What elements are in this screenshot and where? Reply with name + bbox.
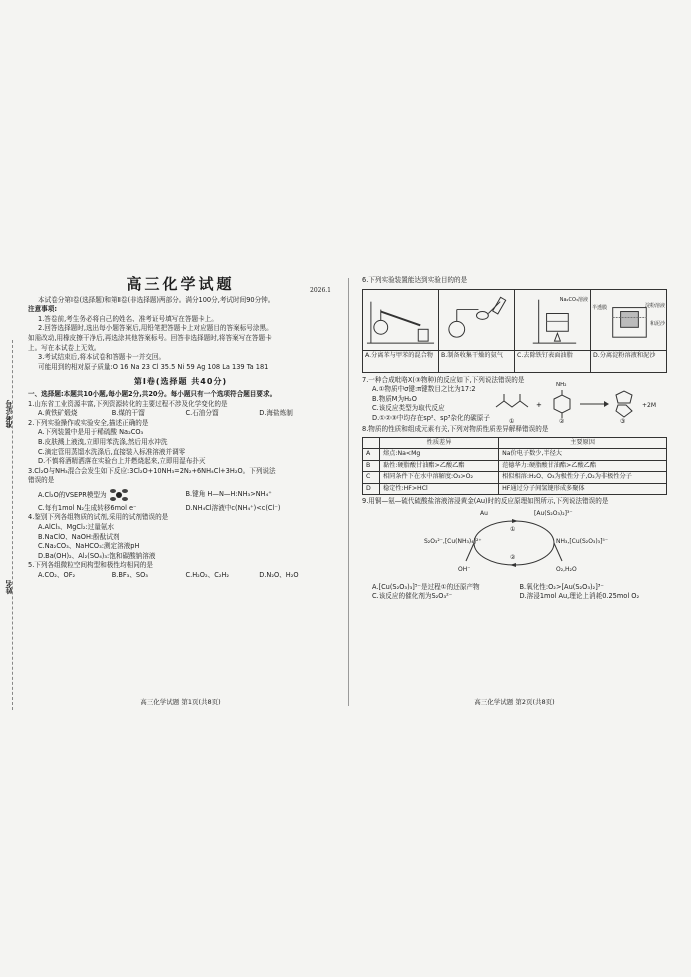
q5-option-c: C.H₂O₂、C₂H₂ [185,571,230,580]
distillation-apparatus-icon [363,290,438,352]
q9-node-au: Au [480,509,488,517]
table-header [363,437,380,449]
table-cell: B [363,460,380,472]
section-intro: 一、选择题:本题共10小题,每小题2分,共20分。每小题只有一个选项符合题目要求。 [28,389,277,398]
q7-label-2: ② [559,418,565,426]
q3-option-a [38,488,186,502]
q9-option-c: C.该反应的催化剂为S₂O₃²⁻ [372,592,453,601]
table-cell: 相同条件下在水中溶解度:O₃>O₂ [380,472,499,484]
note-line: 如需改动,用橡皮擦干净后,再选涂其他答案标号。回答非选择题时,将答案写在答题卡 [28,333,272,342]
q6-apparatus-table [362,289,667,373]
exam-sheet [0,270,691,710]
q2-option-c: C.滴定管用蒸馏水洗涤后,直接装入标准溶液并调零 [38,447,186,456]
table-cell: 范德华力:硬脂酸甘油酯>乙酸乙酯 [499,460,667,472]
q1-options [28,409,333,419]
table-cell: Na价电子数少,半径大 [499,449,667,461]
table-row [363,483,667,495]
q3-options-ab [28,486,333,504]
q5-option-b: B.BF₃、SO₃ [111,571,148,580]
q6-caption-b: B.制备收集干燥的氨气 [441,352,503,360]
title-text: 高三化学试题 [126,275,235,293]
q7-options [362,385,492,425]
q3-option-d: D.NH₄Cl溶液中c(NH₄⁺)<c(Cl⁻) [185,503,281,512]
q6-caption-c: C.去除铁钉表面油脂 [517,352,573,360]
q9-cycle-diagram [362,509,667,581]
q3-option-a-text: A.Cl₂O的VSEPR模型为 [38,490,107,499]
q4-option-b: B.NaClO、NaOH:酚酞试剂 [38,532,120,541]
table-row [363,449,667,461]
note-line: 1.答卷前,考生务必将自己的姓名、准考证号填写在答题卡上。 [38,314,218,323]
exam-title [28,275,333,294]
table-cell: HF通过分子间氢键形成多聚体 [499,483,667,495]
q6-label-membrane: 半透膜 [592,304,608,311]
q3-option-b: B.键角 H—N—H:NH₃>NH₄⁺ [185,490,272,499]
q7-option-c: C.该反应类型为取代反应 [372,404,445,413]
q5-option-a: A.CO₂、OF₂ [38,571,76,580]
q4-option-c: C.Na₂CO₃、NaHCO₃:测定溶液pH [38,542,140,551]
q7-option-d: D.①②③中均存在sp²、sp³杂化的碳原子 [372,413,490,422]
note-line: 可能用到的相对原子质量:O 16 Na 23 Cl 35.5 Ni 59 Ag 108 La 139 Ta 181 [38,362,269,371]
q9-node-o2: O₂,H₂O [556,565,577,573]
table-cell: D [363,483,380,495]
q2-option-b: B.皮肤溅上液溴,立即用苯洗涤,然后用水冲洗 [38,437,168,446]
table-cell: C [363,472,380,484]
q7-stem: 7.一种合成吡咯X(③物种)的反应如下,下列说法错误的是 [362,375,525,384]
note-line: 上。写在本试卷上无效。 [28,343,101,352]
q8-table [362,437,667,496]
table-cell: A [363,449,380,461]
q2-option-d: D.不慎将酒精洒落在实验台上并燃烧起来,立即用湿布扑灭 [38,457,206,466]
svg-text:+: + [536,401,542,410]
notes-title: 注意事项: [28,305,58,314]
q9-option-a: A.[Cu(S₂O₃)₃]⁵⁻是过程①的还原产物 [372,582,480,591]
q2-stem: 2.下列实验操作或实验安全,描述正确的是 [28,418,149,427]
q6-label-sand: 和泥沙 [649,320,665,327]
q4-option-d: D.Ba(OH)₂、Al₂(SO₄)₃:饱和碳酸钠溶液 [38,551,156,560]
side-label-exam-no: 准考证号 [5,400,13,428]
q9-node-au-complex: [Au(S₂O₃)₂]³⁻ [534,509,573,517]
page-1-footer: 高三化学试题 第1页(共8页) [140,698,221,706]
q9-option-d: D.溶浸1mol Au,理论上消耗0.25mol O₂ [519,592,640,601]
intro: 本试卷分第Ⅰ卷(选择题)和第Ⅱ卷(非选择题)两部分。满分100分,考试时间90分钟。 [38,295,275,304]
q2-option-a: A.下列装置中是用于稀硫酸 Na₂CO₃ [38,428,144,437]
q6-caption-d: D.分离淀粉溶液和泥沙 [593,352,656,360]
q6-label-starch: 淀粉溶液 [644,302,665,309]
q9-option-b: B.氧化性:O₂>[Au(S₂O₃)₂]³⁻ [519,582,604,591]
beaker-heating-icon [515,290,590,352]
q9-node-cu-ammine: S₂O₃²⁻,[Cu(NH₃)₄]²⁺ [424,537,482,545]
q7-label-3: ③ [620,418,626,426]
table-cell: 熔点:Na<Mg [380,449,499,461]
ammonia-apparatus-icon [439,290,514,352]
q7-body [362,382,667,426]
q5-option-d: D.N₂O、H₂O [259,571,299,580]
q1-option-a: A.黄铁矿煅烧 [38,409,78,418]
q4-stem: 4.鉴别下列各组物质的试剂,采用的试剂错误的是 [28,513,169,522]
q9-step-1: ① [510,525,516,533]
exam-date: 2026.1 [310,287,331,294]
table-cell: 黏性:硬脂酸甘油酯>乙酸乙酯 [380,460,499,472]
q6-caption-a: A.分离苯与甲苯的混合物 [365,352,433,360]
q8-stem: 8.物质的性质和组成元素有关,下列对物质性质差异解释错误的是 [362,425,549,434]
q6-cell-c [515,290,591,372]
q7-label-1: ① [509,418,515,426]
q9-step-2: ② [510,553,516,561]
q3-options-cd [28,504,333,514]
q6-cell-d [591,290,666,372]
page-2-footer: 高三化学试题 第2页(共8页) [474,698,555,706]
reaction-scheme-icon [492,385,667,425]
q6-cell-b [439,290,515,372]
q9-stem: 9.用铜—氨—硫代硫酸盐溶液溶浸黄金(Au)时的反应原理如图所示,下列说法错误的是 [362,497,609,506]
q7-option-a: A.①物质中σ键:π键数目之比为17:2 [372,385,476,394]
q3-stem: 3.Cl₂O与NH₃混合会发生如下反应:3Cl₂O+10NH₃=2N₂+6NH₄Cl+3H₂O。下列说法 [28,466,276,475]
table-row [363,460,667,472]
page-divider [348,278,349,706]
table-header: 性质差异 [380,437,499,449]
q9-node-oh: OH⁻ [458,565,471,573]
q1-option-d: D.海盐炼制 [259,409,293,418]
q6-label-na2co3: Na₂CO₃溶液 [559,296,588,303]
q7-nh2-label: NH₂ [556,382,567,389]
q7-label-2m: +2M [642,402,657,410]
note-line: 3.考试结束后,将本试卷和答题卡一并交回。 [38,353,166,362]
page-2 [362,270,667,602]
q4-option-a: A.AlCl₃、MgCl₂:过量氨水 [38,523,115,532]
table-row [363,472,667,484]
page-1 [28,270,333,581]
q6-stem: 6.下列实验装置能达到实验目的的是 [362,276,468,284]
q5-stem: 5.下列各组微粒空间构型和极性均相同的是 [28,561,153,570]
q1-option-b: B.煤的干馏 [111,409,145,418]
side-label-name: 姓名 [5,580,13,594]
section-title: 第Ⅰ卷(选择题 共40分) [133,377,228,387]
q9-node-cu-thiosulfate: NH₃,[Cu(S₂O₃)₃]⁵⁻ [556,537,608,545]
table-cell: 稳定性:HF>HCl [380,483,499,495]
note-line: 2.回答选择题时,选出每小题答案后,用铅笔把答题卡上对应题目的答案标号涂黑。 [38,324,273,333]
q9-options-cd [362,592,667,602]
q3-stem-cont: 错误的是 [28,476,55,485]
vsepr-model-icon [109,488,129,502]
table-header-row [363,437,667,449]
dialysis-apparatus-icon [591,290,666,352]
q1-option-c: C.石油分馏 [185,409,219,418]
catalytic-cycle-icon [362,509,667,581]
table-header: 主要原因 [499,437,667,449]
q6-cell-a [363,290,439,372]
q7-option-b: B.物质M为H₂O [372,394,417,403]
q1-stem: 1.山东省工业资源丰富,下列资源转化的主要过程不涉及化学变化的是 [28,399,228,408]
q3-option-c: C.每有1mol N₂生成转移6mol e⁻ [38,503,137,512]
q7-reaction-scheme [492,382,667,426]
table-cell: 相似相溶:H₂O、O₃为极性分子,O₂为非极性分子 [499,472,667,484]
q5-options [28,571,333,581]
